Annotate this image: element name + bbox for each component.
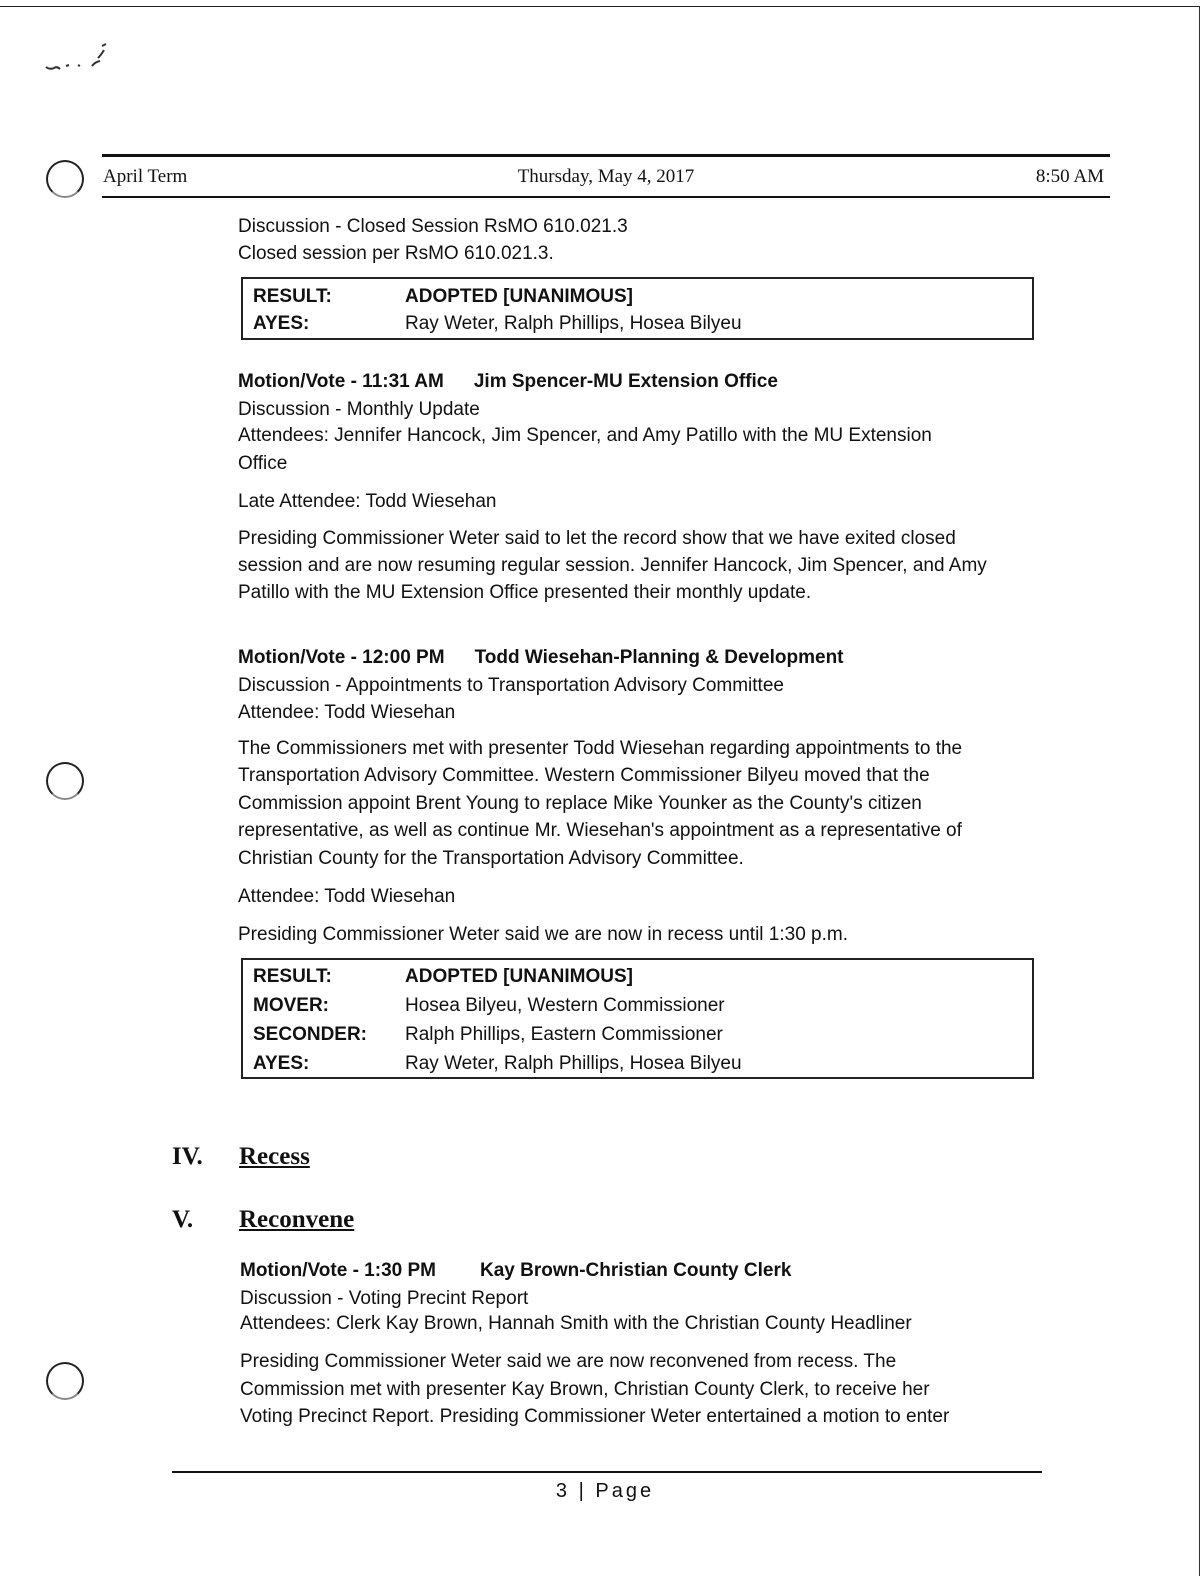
vote-result-box — [241, 958, 1034, 1079]
result-value: ADOPTED [UNANIMOUS] — [405, 966, 633, 987]
ayes-label: AYES: — [253, 313, 310, 334]
header-term: April Term — [103, 166, 188, 187]
section-title: Reconvene — [239, 1206, 355, 1233]
motion-time: Motion/Vote - 1:30 PM — [240, 1260, 436, 1281]
attendee-line: Attendee: Todd Wiesehan — [238, 886, 456, 907]
scan-mark-icon — [40, 40, 140, 80]
paragraph-line: representative, as well as continue Mr. Wiesehan's appointment as a representative of — [238, 820, 962, 841]
paragraph-line: The Commissioners met with presenter Todd Wiesehan regarding appointments to the — [238, 738, 963, 759]
paragraph-line: session and are now resuming regular session. Jennifer Hancock, Jim Spencer, and Amy — [238, 555, 987, 576]
discussion-line: Discussion - Voting Precint Report — [240, 1288, 529, 1309]
paragraph-line: Presiding Commissioner Weter said to let the record show that we have exited closed — [238, 528, 956, 549]
paragraph-line: Presiding Commissioner Weter said we are now reconvened from recess. The — [240, 1351, 897, 1372]
attendees-line: Attendees: Jennifer Hancock, Jim Spencer, and Amy Patillo with the MU Extension — [238, 425, 932, 446]
late-attendee-line: Late Attendee: Todd Wiesehan — [238, 491, 497, 512]
paragraph-line: Christian County for the Transportation Advisory Committee. — [238, 848, 744, 869]
ayes-value: Ray Weter, Ralph Phillips, Hosea Bilyeu — [405, 313, 742, 334]
attendee-line: Attendee: Todd Wiesehan — [238, 702, 456, 723]
vote-result-box — [241, 277, 1034, 340]
header-date: Thursday, May 4, 2017 — [517, 166, 695, 187]
section-number: IV. — [172, 1143, 203, 1170]
section-title: Recess — [239, 1143, 310, 1170]
ayes-label: AYES: — [253, 1053, 310, 1074]
punch-hole-icon — [46, 1362, 84, 1400]
closed-session-discussion: Discussion - Closed Session RsMO 610.021.3 — [238, 216, 628, 237]
section-number: V. — [172, 1206, 194, 1233]
motion-time: Motion/Vote - 12:00 PM — [238, 647, 445, 668]
seconder-label: SECONDER: — [253, 1024, 368, 1045]
discussion-line: Discussion - Appointments to Transportation Advisory Committee — [238, 675, 784, 696]
page-number: 3 | Page — [555, 1480, 655, 1502]
footer-rule — [172, 1471, 1042, 1473]
header-rule — [102, 196, 1110, 198]
seconder-value: Ralph Phillips, Eastern Commissioner — [405, 1024, 723, 1045]
paragraph-line: Commission met with presenter Kay Brown, Christian County Clerk, to receive her — [240, 1379, 930, 1400]
paragraph-line: Voting Precinct Report. Presiding Commissioner Weter entertained a motion to enter — [240, 1406, 950, 1427]
punch-hole-icon — [46, 762, 84, 800]
motion-presenter: Todd Wiesehan-Planning & Development — [474, 647, 844, 668]
motion-heading — [238, 371, 778, 393]
result-value: ADOPTED [UNANIMOUS] — [405, 286, 633, 307]
paragraph-line: Transportation Advisory Committee. Western Commissioner Bilyeu moved that the — [238, 765, 930, 786]
paragraph-line: Patillo with the MU Extension Office presented their monthly update. — [238, 582, 812, 603]
page-top-border — [0, 6, 1200, 7]
attendees-line: Attendees: Clerk Kay Brown, Hannah Smith with the Christian County Headliner — [240, 1313, 912, 1334]
motion-time: Motion/Vote - 11:31 AM — [238, 371, 444, 392]
motion-presenter: Jim Spencer-MU Extension Office — [473, 371, 778, 392]
motion-heading — [240, 1260, 791, 1282]
header-rule — [102, 154, 1110, 157]
mover-label: MOVER: — [253, 995, 329, 1016]
mover-value: Hosea Bilyeu, Western Commissioner — [405, 995, 725, 1016]
result-label: RESULT: — [253, 286, 332, 307]
recess-statement: Presiding Commissioner Weter said we are now in recess until 1:30 p.m. — [238, 924, 849, 945]
paragraph-line: Commission appoint Brent Young to replace Mike Younker as the County's citizen — [238, 793, 922, 814]
motion-presenter: Kay Brown-Christian County Clerk — [479, 1260, 792, 1281]
ayes-value: Ray Weter, Ralph Phillips, Hosea Bilyeu — [405, 1053, 742, 1074]
closed-session-note: Closed session per RsMO 610.021.3. — [238, 243, 554, 264]
attendees-line: Office — [238, 453, 288, 474]
discussion-line: Discussion - Monthly Update — [238, 399, 480, 420]
header-time: 8:50 AM — [1035, 166, 1104, 187]
motion-heading — [238, 647, 844, 669]
result-label: RESULT: — [253, 966, 332, 987]
